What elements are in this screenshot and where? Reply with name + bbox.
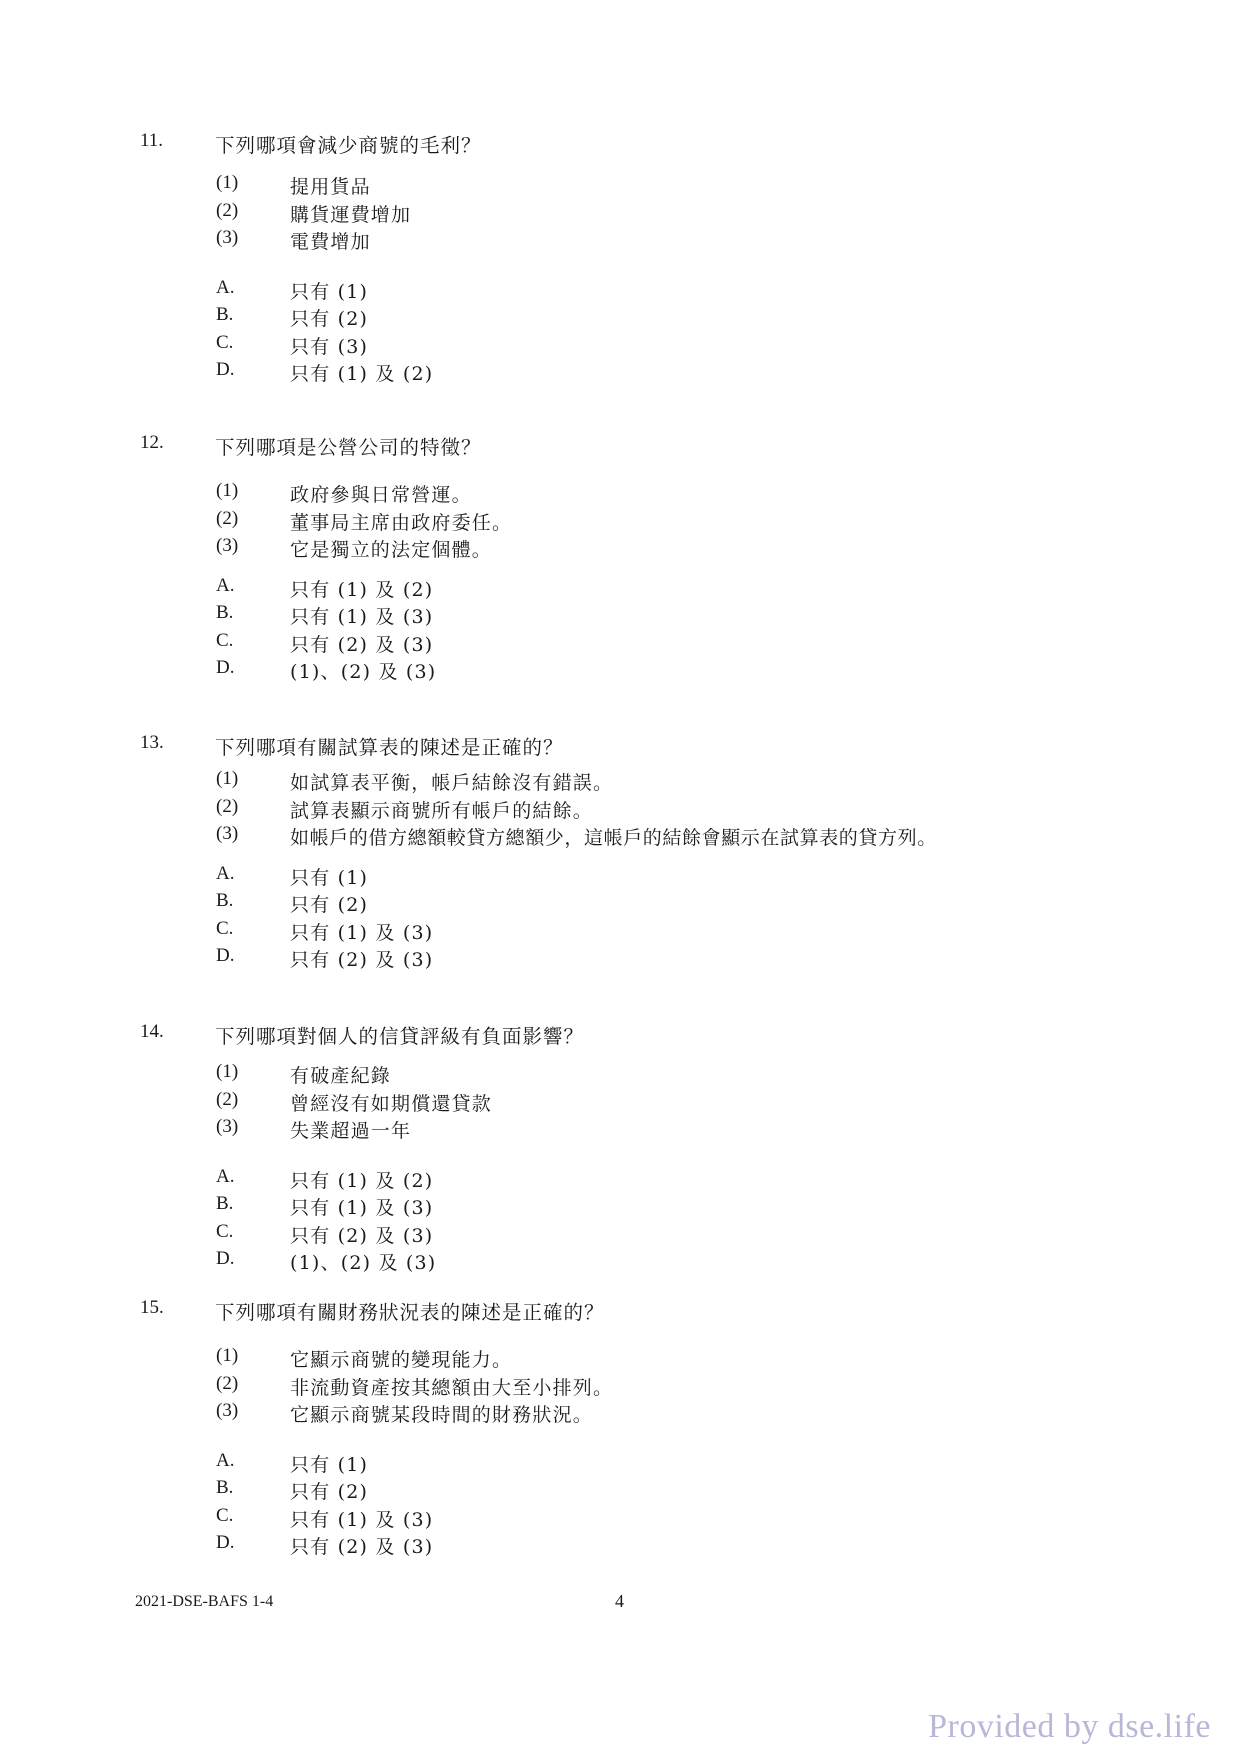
statement-item (0, 1400, 1241, 1428)
option-d (0, 359, 1241, 387)
option-label: A. (216, 862, 235, 884)
question-number: 15. (140, 1297, 164, 1318)
statement-item (0, 1116, 1241, 1144)
option-d (0, 945, 1241, 973)
statement-text: 政府參與日常營運。 (290, 484, 472, 506)
statement-label: (2) (216, 795, 239, 817)
option-label: C. (216, 917, 234, 939)
watermark: Provided by dse.life (928, 1708, 1211, 1745)
option-text: 只有 (1) 及 (3) (290, 1197, 434, 1219)
option-text: 只有 (2) 及 (3) (290, 633, 434, 656)
statement-item (0, 480, 1241, 508)
statement-label: (1) (216, 480, 239, 501)
statement-text: 曾經沒有如期償還貸款 (290, 1092, 493, 1115)
statement-label: (1) (216, 1061, 239, 1082)
option-a (0, 1166, 1241, 1194)
statement-text: 購貨運費增加 (290, 203, 412, 226)
option-text: 只有 (1) (290, 280, 369, 303)
option-label: D. (216, 1532, 235, 1553)
statement-label: (2) (216, 199, 239, 221)
question-text: 下列哪項是公營公司的特徵？ (215, 436, 482, 459)
statement-item (0, 823, 1241, 851)
option-label: C. (216, 331, 234, 353)
option-a (0, 1450, 1241, 1478)
statement-label: (1) (216, 768, 239, 789)
statement-list (0, 1345, 1241, 1428)
statement-list (0, 172, 1241, 255)
option-text: 只有 (2) 及 (3) (290, 949, 434, 971)
option-text: (1)、(2) 及 (3) (290, 661, 437, 683)
statement-text: 非流動資產按其總額由大至小排列。 (290, 1376, 614, 1399)
option-label: D. (216, 359, 235, 380)
statement-text: 試算表顯示商號所有帳戶的結餘。 (290, 799, 594, 822)
option-list (0, 1166, 1241, 1276)
option-text: 只有 (2) (290, 894, 369, 916)
option-a (0, 575, 1241, 603)
statement-item (0, 508, 1241, 536)
statement-text: 它是獨立的法定個體。 (290, 539, 493, 561)
option-text: 只有 (2) (290, 1481, 369, 1503)
option-label: D. (216, 657, 235, 678)
question-13 (0, 732, 1241, 973)
statement-label: (3) (216, 535, 239, 556)
statement-item (0, 1061, 1241, 1089)
statement-text: 如試算表平衡，帳戶結餘沒有錯誤。 (290, 772, 614, 794)
statement-label: (2) (216, 1088, 239, 1110)
option-label: B. (216, 602, 234, 623)
statement-item (0, 172, 1241, 200)
option-list (0, 277, 1241, 387)
option-b (0, 304, 1241, 332)
statement-text: 它顯示商號的變現能力。 (290, 1349, 513, 1371)
option-label: C. (216, 1504, 234, 1526)
statement-item (0, 768, 1241, 796)
option-label: B. (216, 890, 234, 911)
question-12 (0, 432, 1241, 685)
option-text: 只有 (1) 及 (3) (290, 921, 434, 944)
statement-text: 失業超過一年 (290, 1120, 412, 1142)
option-c (0, 1505, 1241, 1533)
option-a (0, 863, 1241, 891)
option-a (0, 277, 1241, 305)
option-label: D. (216, 945, 235, 966)
question-text: 下列哪項有關試算表的陳述是正確的？ (215, 736, 564, 759)
option-text: 只有 (1) 及 (2) (290, 363, 434, 385)
question-number: 12. (140, 432, 164, 453)
option-d (0, 1532, 1241, 1560)
option-label: B. (216, 1193, 234, 1214)
option-text: 只有 (3) (290, 335, 369, 358)
statement-text: 有破產紀錄 (290, 1065, 392, 1087)
option-c (0, 630, 1241, 658)
option-b (0, 1193, 1241, 1221)
option-c (0, 918, 1241, 946)
statement-item (0, 1345, 1241, 1373)
option-list (0, 1450, 1241, 1560)
option-label: B. (216, 304, 234, 325)
statement-text: 提用貨品 (290, 176, 371, 198)
option-text: (1)、(2) 及 (3) (290, 1252, 437, 1274)
option-text: 只有 (1) 及 (2) (290, 1169, 434, 1192)
statement-item (0, 535, 1241, 563)
question-text: 下列哪項對個人的信貸評級有負面影響？ (215, 1025, 585, 1048)
statement-label: (1) (216, 172, 239, 193)
question-number: 14. (140, 1021, 164, 1042)
option-label: A. (216, 1165, 235, 1187)
statement-label: (2) (216, 507, 239, 529)
question-number: 11. (140, 130, 164, 151)
paper-code: 2021-DSE-BAFS 1-4 (135, 1593, 274, 1610)
statement-label: (3) (216, 823, 239, 844)
statement-label: (3) (216, 227, 239, 248)
option-label: B. (216, 1477, 234, 1498)
option-text: 只有 (1) (290, 866, 369, 889)
statement-item (0, 796, 1241, 824)
statement-item (0, 1089, 1241, 1117)
option-b (0, 890, 1241, 918)
statement-list (0, 480, 1241, 563)
option-label: D. (216, 1248, 235, 1269)
option-b (0, 602, 1241, 630)
question-14 (0, 1021, 1241, 1276)
option-text: 只有 (1) 及 (3) (290, 1508, 434, 1531)
question-text: 下列哪項有關財務狀況表的陳述是正確的？ (215, 1301, 605, 1324)
option-list (0, 863, 1241, 973)
option-c (0, 1221, 1241, 1249)
option-label: C. (216, 1220, 234, 1242)
option-c (0, 332, 1241, 360)
question-11 (0, 130, 1241, 387)
option-b (0, 1477, 1241, 1505)
statement-text: 董事局主席由政府委任。 (290, 511, 513, 534)
statement-label: (3) (216, 1400, 239, 1421)
option-text: 只有 (2) (290, 308, 369, 330)
option-label: A. (216, 574, 235, 596)
statement-list (0, 768, 1241, 851)
option-text: 只有 (1) 及 (3) (290, 606, 434, 628)
statement-text: 如帳戶的借方總額較貸方總額少，這帳戶的結餘會顯示在試算表的貸方列。 (290, 827, 937, 849)
option-text: 只有 (1) (290, 1453, 369, 1476)
statement-label: (2) (216, 1372, 239, 1394)
question-number: 13. (140, 732, 164, 753)
option-text: 只有 (2) 及 (3) (290, 1536, 434, 1558)
option-label: A. (216, 1449, 235, 1471)
option-list (0, 575, 1241, 685)
statement-list (0, 1061, 1241, 1144)
option-label: C. (216, 629, 234, 651)
question-text: 下列哪項會減少商號的毛利？ (215, 134, 482, 157)
statement-label: (1) (216, 1345, 239, 1366)
option-label: A. (216, 276, 235, 298)
option-d (0, 657, 1241, 685)
option-text: 只有 (1) 及 (2) (290, 578, 434, 601)
option-d (0, 1248, 1241, 1276)
statement-label: (3) (216, 1116, 239, 1137)
statement-text: 它顯示商號某段時間的財務狀況。 (290, 1404, 594, 1426)
statement-item (0, 200, 1241, 228)
statement-text: 電費增加 (290, 231, 371, 253)
statement-item (0, 1373, 1241, 1401)
page-number: 4 (615, 1591, 624, 1611)
question-15 (0, 1297, 1241, 1560)
statement-item (0, 227, 1241, 255)
option-text: 只有 (2) 及 (3) (290, 1224, 434, 1247)
